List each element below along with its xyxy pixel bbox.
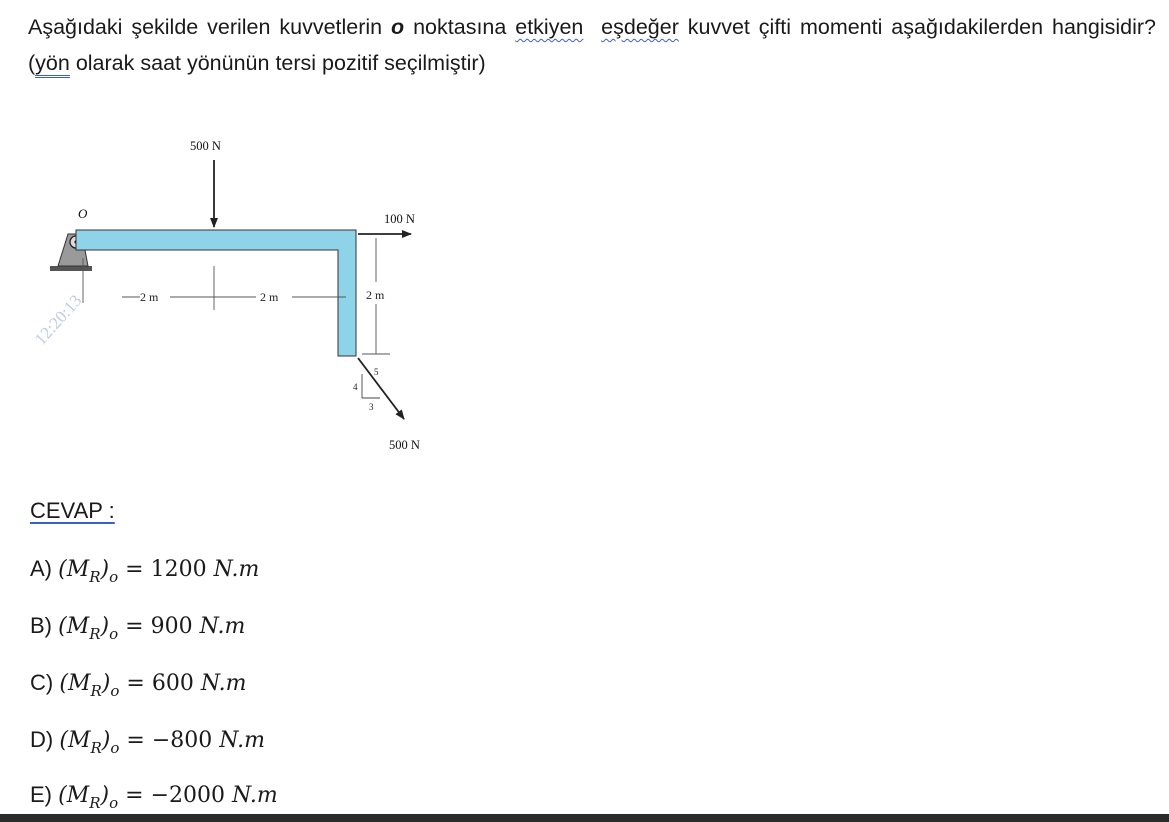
l-shaped-beam bbox=[76, 230, 356, 356]
option-letter: C) bbox=[30, 670, 54, 695]
force-label-inclined: 500 N bbox=[389, 438, 420, 452]
timestamp-watermark: 12:20:13 bbox=[30, 291, 86, 349]
dimension-label-vertical: 2 m bbox=[366, 288, 385, 302]
option-b[interactable] bbox=[30, 613, 245, 643]
question-part-4: olarak saat yönünün tersi pozitif seçilmiştir) bbox=[75, 51, 486, 75]
question-part-1: Aşağıdaki şekilde verilen kuvvetlerin bbox=[28, 15, 383, 39]
question-text bbox=[28, 9, 1156, 81]
option-formula: $(M_R)_o = -2000$ N.m bbox=[58, 783, 278, 812]
option-d[interactable] bbox=[30, 727, 265, 757]
option-letter: A) bbox=[30, 556, 52, 581]
option-formula: $(M_R)_o = -800$ N.m bbox=[59, 728, 265, 757]
slope-label-4: 4 bbox=[353, 382, 358, 392]
option-e[interactable] bbox=[30, 782, 278, 812]
option-letter: B) bbox=[30, 613, 52, 638]
option-c[interactable] bbox=[30, 670, 247, 700]
slope-triangle bbox=[362, 374, 380, 398]
point-o-diagram-label: O bbox=[78, 206, 88, 221]
option-letter: D) bbox=[30, 727, 54, 752]
option-value: −2000 bbox=[150, 783, 226, 808]
slope-label-3: 3 bbox=[369, 402, 374, 412]
dimension-label-middle: 2 m bbox=[260, 290, 279, 304]
horizontal-dimension bbox=[83, 258, 346, 310]
bottom-edge-bar bbox=[0, 814, 1169, 822]
word-yon: yön bbox=[35, 51, 70, 78]
word-etkiyen: etkiyen bbox=[515, 15, 584, 39]
question-part-3: kuvvet çifti momenti aşağıdakilerden hangisidir? ( bbox=[28, 15, 1156, 75]
option-letter: E) bbox=[30, 782, 52, 807]
option-unit: N.m bbox=[199, 614, 246, 639]
slope-label-5: 5 bbox=[374, 367, 379, 377]
option-formula: $(M_R)_o = 600$ N.m bbox=[59, 671, 247, 700]
option-unit: N.m bbox=[200, 671, 247, 696]
answer-heading: CEVAP : bbox=[30, 498, 115, 523]
option-value: 1200 bbox=[150, 557, 207, 582]
option-a[interactable] bbox=[30, 556, 259, 586]
point-o-label: o bbox=[391, 15, 405, 39]
option-value: 600 bbox=[151, 671, 194, 696]
option-formula: $(M_R)_o = 1200$ N.m bbox=[58, 557, 260, 586]
option-unit: N.m bbox=[213, 557, 260, 582]
force-label-right: 100 N bbox=[384, 212, 415, 226]
word-esdeger: eşdeğer bbox=[601, 15, 679, 39]
option-formula: $(M_R)_o = 900$ N.m bbox=[58, 614, 246, 643]
beam-diagram bbox=[28, 118, 428, 463]
option-value: −800 bbox=[151, 728, 213, 753]
option-value: 900 bbox=[150, 614, 193, 639]
force-arrow-inclined bbox=[358, 358, 404, 419]
force-label-top: 500 N bbox=[190, 139, 221, 153]
question-part-2: noktasına bbox=[413, 15, 507, 39]
option-unit: N.m bbox=[232, 783, 278, 808]
option-unit: N.m bbox=[219, 728, 265, 753]
dimension-label-left: 2 m bbox=[140, 290, 159, 304]
